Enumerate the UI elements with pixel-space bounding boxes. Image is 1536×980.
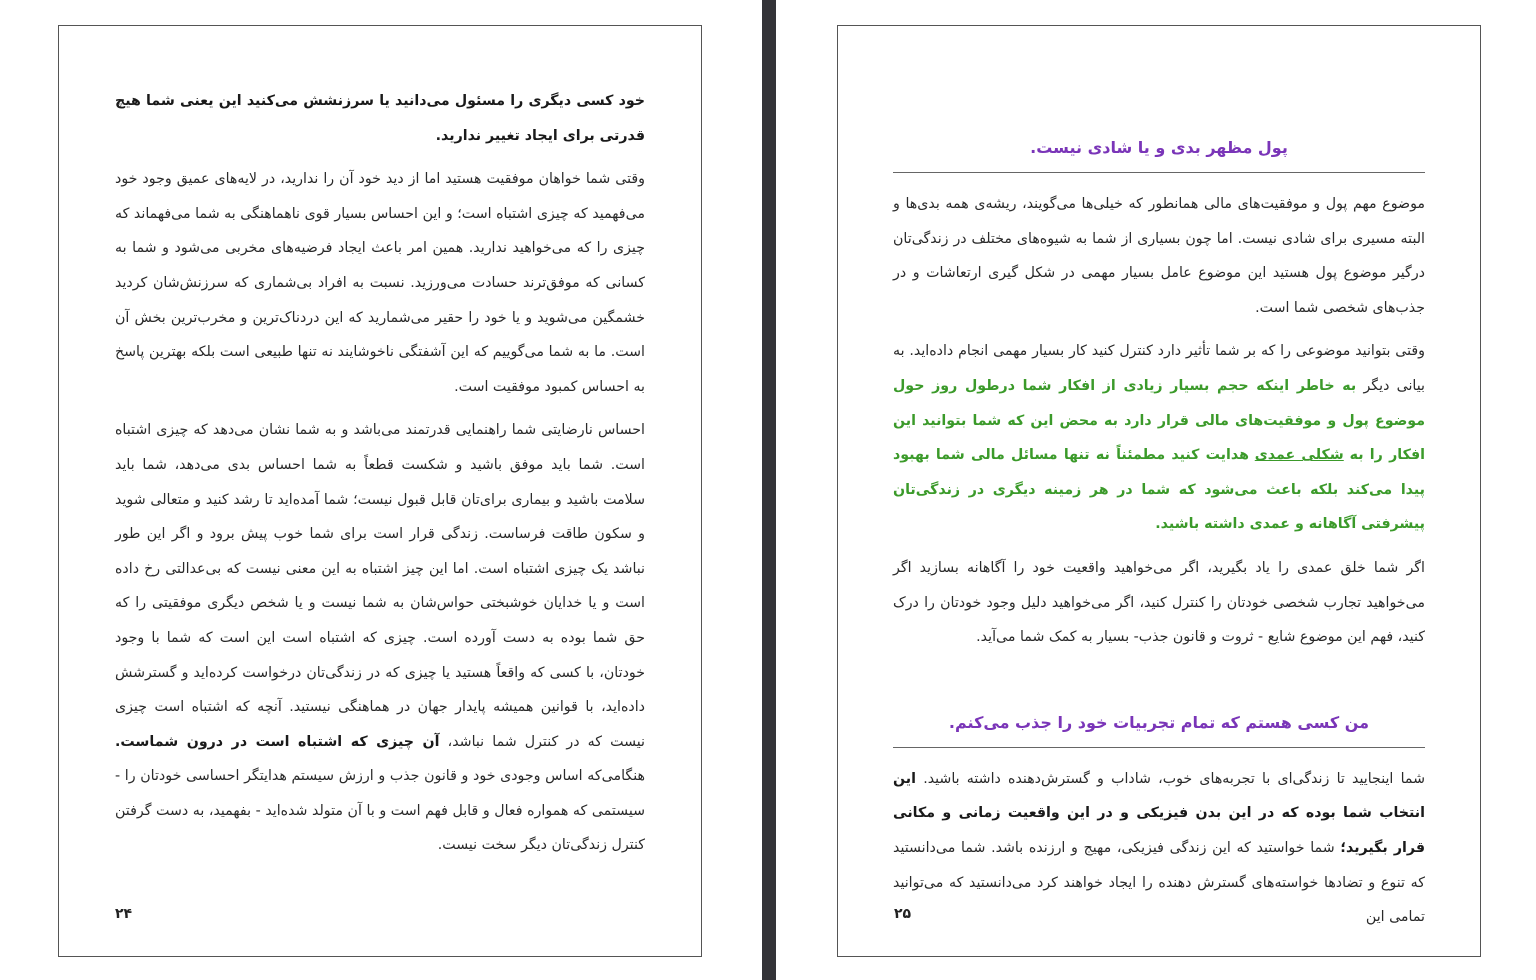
paragraph-creation: اگر شما خلق عمدی را یاد بگیرید، اگر می‌خواهید واقعیت خود را آگاهانه بسازید اگر می‌خواهید تجارب شخصی خودتان را کنترل کنید، اگر می‌خواهید دلیل وجود خودتان را درک کنید، فهم این موضوع شایع - ثروت و قانون جذب- بسیار به کمک شما می‌آید. — [893, 559, 1425, 646]
paragraph-2 — [115, 413, 645, 863]
right-page-content — [893, 134, 1425, 944]
paragraph-experiences — [893, 762, 1425, 935]
paragraph-money: موضوع مهم پول و موفقیت‌های مالی همانطور که خیلی‌ها می‌گویند، ریشه‌ی همه بدی‌ها و البته مسیری برای شادی نیست. اما چون بسیاری از شما به شیوه‌های مختلف در زندگی‌تان درگیر موضوع پول هستید این موضوع عامل بسیار مهمی در شکل گیری ارتعاشات و در جذب‌های شخصی شما است. — [893, 196, 1425, 316]
paragraph-control-start: وقتی بتوانید موضوعی را که بر شما تأثیر دارد کنترل کنید کار بسیار مهمی انجام داده‌اید. به بیانی دیگر — [893, 343, 1425, 394]
left-page-content — [115, 84, 645, 872]
book-spine — [762, 0, 776, 980]
page-number-left: ۲۴ — [115, 906, 133, 922]
paragraph-2-start: احساس نارضایتی شما راهنمایی قدرتمند می‌باشد و به شما نشان می‌دهد که چیزی اشتباه است. شما باید موفق باشید و شکست قطعاً به شما احساس بدی می‌دهد، شما باید سلامت باشید و بیماری برای‌تان قابل قبول نیست؛ شما آمده‌اید تا رشد کنید و متعالی شوید و سکون طاقت فرساست. زندگی قرار است برای شما خوب پیش برود و اگر این طور نباشد یک چیزی اشتباه است. اما این چیز اشتباه به این معنی نیست که بی‌عدالتی رخ داده است و یا خدایان خوشبختی حواس‌شان به شما نیست و یا شخص دیگری موفقیتی را که حق شما بوده به دست آورده است. چیزی که اشتباه است این است که شما با وجود خودتان، با کسی که واقعاً هستید یا چیزی که در زندگی‌تان درخواست کرده‌اید و گسترشش داده‌اید، با قوانین همیشه پایدار جهان در هماهنگی نیستید. آنچه که اشتباه است چیزی نیست که در کنترل شما نباشد، — [115, 422, 645, 750]
paragraph-experiences-end: شما خواستید که این زندگی فیزیکی، مهیج و ارزنده باشد. شما می‌دانستید که تنوع و تضادها خواسته‌های گسترش دهنده را ایجاد خواهند کرد می‌دانستید که می‌توانید تمامی این — [893, 839, 1425, 926]
right-page — [837, 25, 1481, 957]
section-heading-attraction: من کسی هستم که تمام تجربیات خود را جذب می‌کنم. — [893, 709, 1425, 748]
paragraph-2-end: هنگامی‌که اساس وجودی خود و قانون جذب و ارزش سیستم هدایتگر احساسی خودتان را - سیستمی که همواره فعال و قابل فهم است و با آن متولد شده‌اید - بفهمید، به دست گرفتن کنترل زندگی‌تان دیگر سخت نیست. — [115, 768, 645, 854]
left-page — [58, 25, 702, 957]
highlight-text-b: هدایت کنید مطمئناً نه تنها مسائل مالی شما بهبود پیدا می‌کند بلکه باعث می‌شود که شما در هر زمینه دیگری در زندگی‌تان پیشرفتی آگاهانه و عمدی داشته باشید. — [893, 447, 1425, 533]
paragraph-experiences-emphasis: این انتخاب شما بوده که در این بدن فیزیکی و در این واقعیت زمانی و مکانی قرار بگیرید؛ — [893, 770, 1426, 856]
paragraph-2-emphasis: آن چیزی که اشتباه است در درون شماست. — [115, 733, 440, 750]
page-number-right: ۲۵ — [894, 906, 912, 922]
intro-paragraph: خود کسی دیگری را مسئول می‌دانید یا سرزنشش می‌کنید این یعنی شما هیچ قدرتی برای ایجاد تغییر ندارید. — [115, 93, 645, 144]
section-heading-money: پول مظهر بدی و یا شادی نیست. — [893, 134, 1425, 173]
paragraph-1: وقتی شما خواهان موفقیت هستید اما از دید خود آن را ندارید، در لایه‌های عمیق وجود خود می‌فهمید که چیزی اشتباه است؛ و این احساس بسیار قوی ناهماهنگی به شما می‌فهماند که چیزی را که می‌خواهید ندارید. همین امر باعث ایجاد فرضیه‌های مخربی می‌شود و شما به کسانی که موفق‌ترند حسادت می‌ورزید. نسبت به افراد بی‌شماری که سرزنش‌شان کردید خشمگین می‌شوید و یا خود را حقیر می‌شمارید که این دردناک‌ترین و مخرب‌ترین بخش آن است. ما به شما می‌گوییم که این آشفتگی ناخوشایند نه تنها طبیعی است بلکه بهترین پاسخ به احساس کمبود موفقیت است. — [115, 171, 645, 395]
paragraph-control — [893, 334, 1425, 542]
highlight-underlined: شکلی عمدی — [1254, 447, 1344, 464]
paragraph-experiences-start: شما اینجایید تا زندگی‌ای با تجربه‌های خوب، شاداب و گسترش‌دهنده داشته باشید. — [923, 770, 1426, 787]
highlight-text-a: به خاطر اینکه حجم بسیار زیادی از افکار شما درطول روز حول موضوع پول و موفقیت‌های مالی قرار دارد به محض این که شما بتوانید این افکار را به — [893, 377, 1425, 464]
